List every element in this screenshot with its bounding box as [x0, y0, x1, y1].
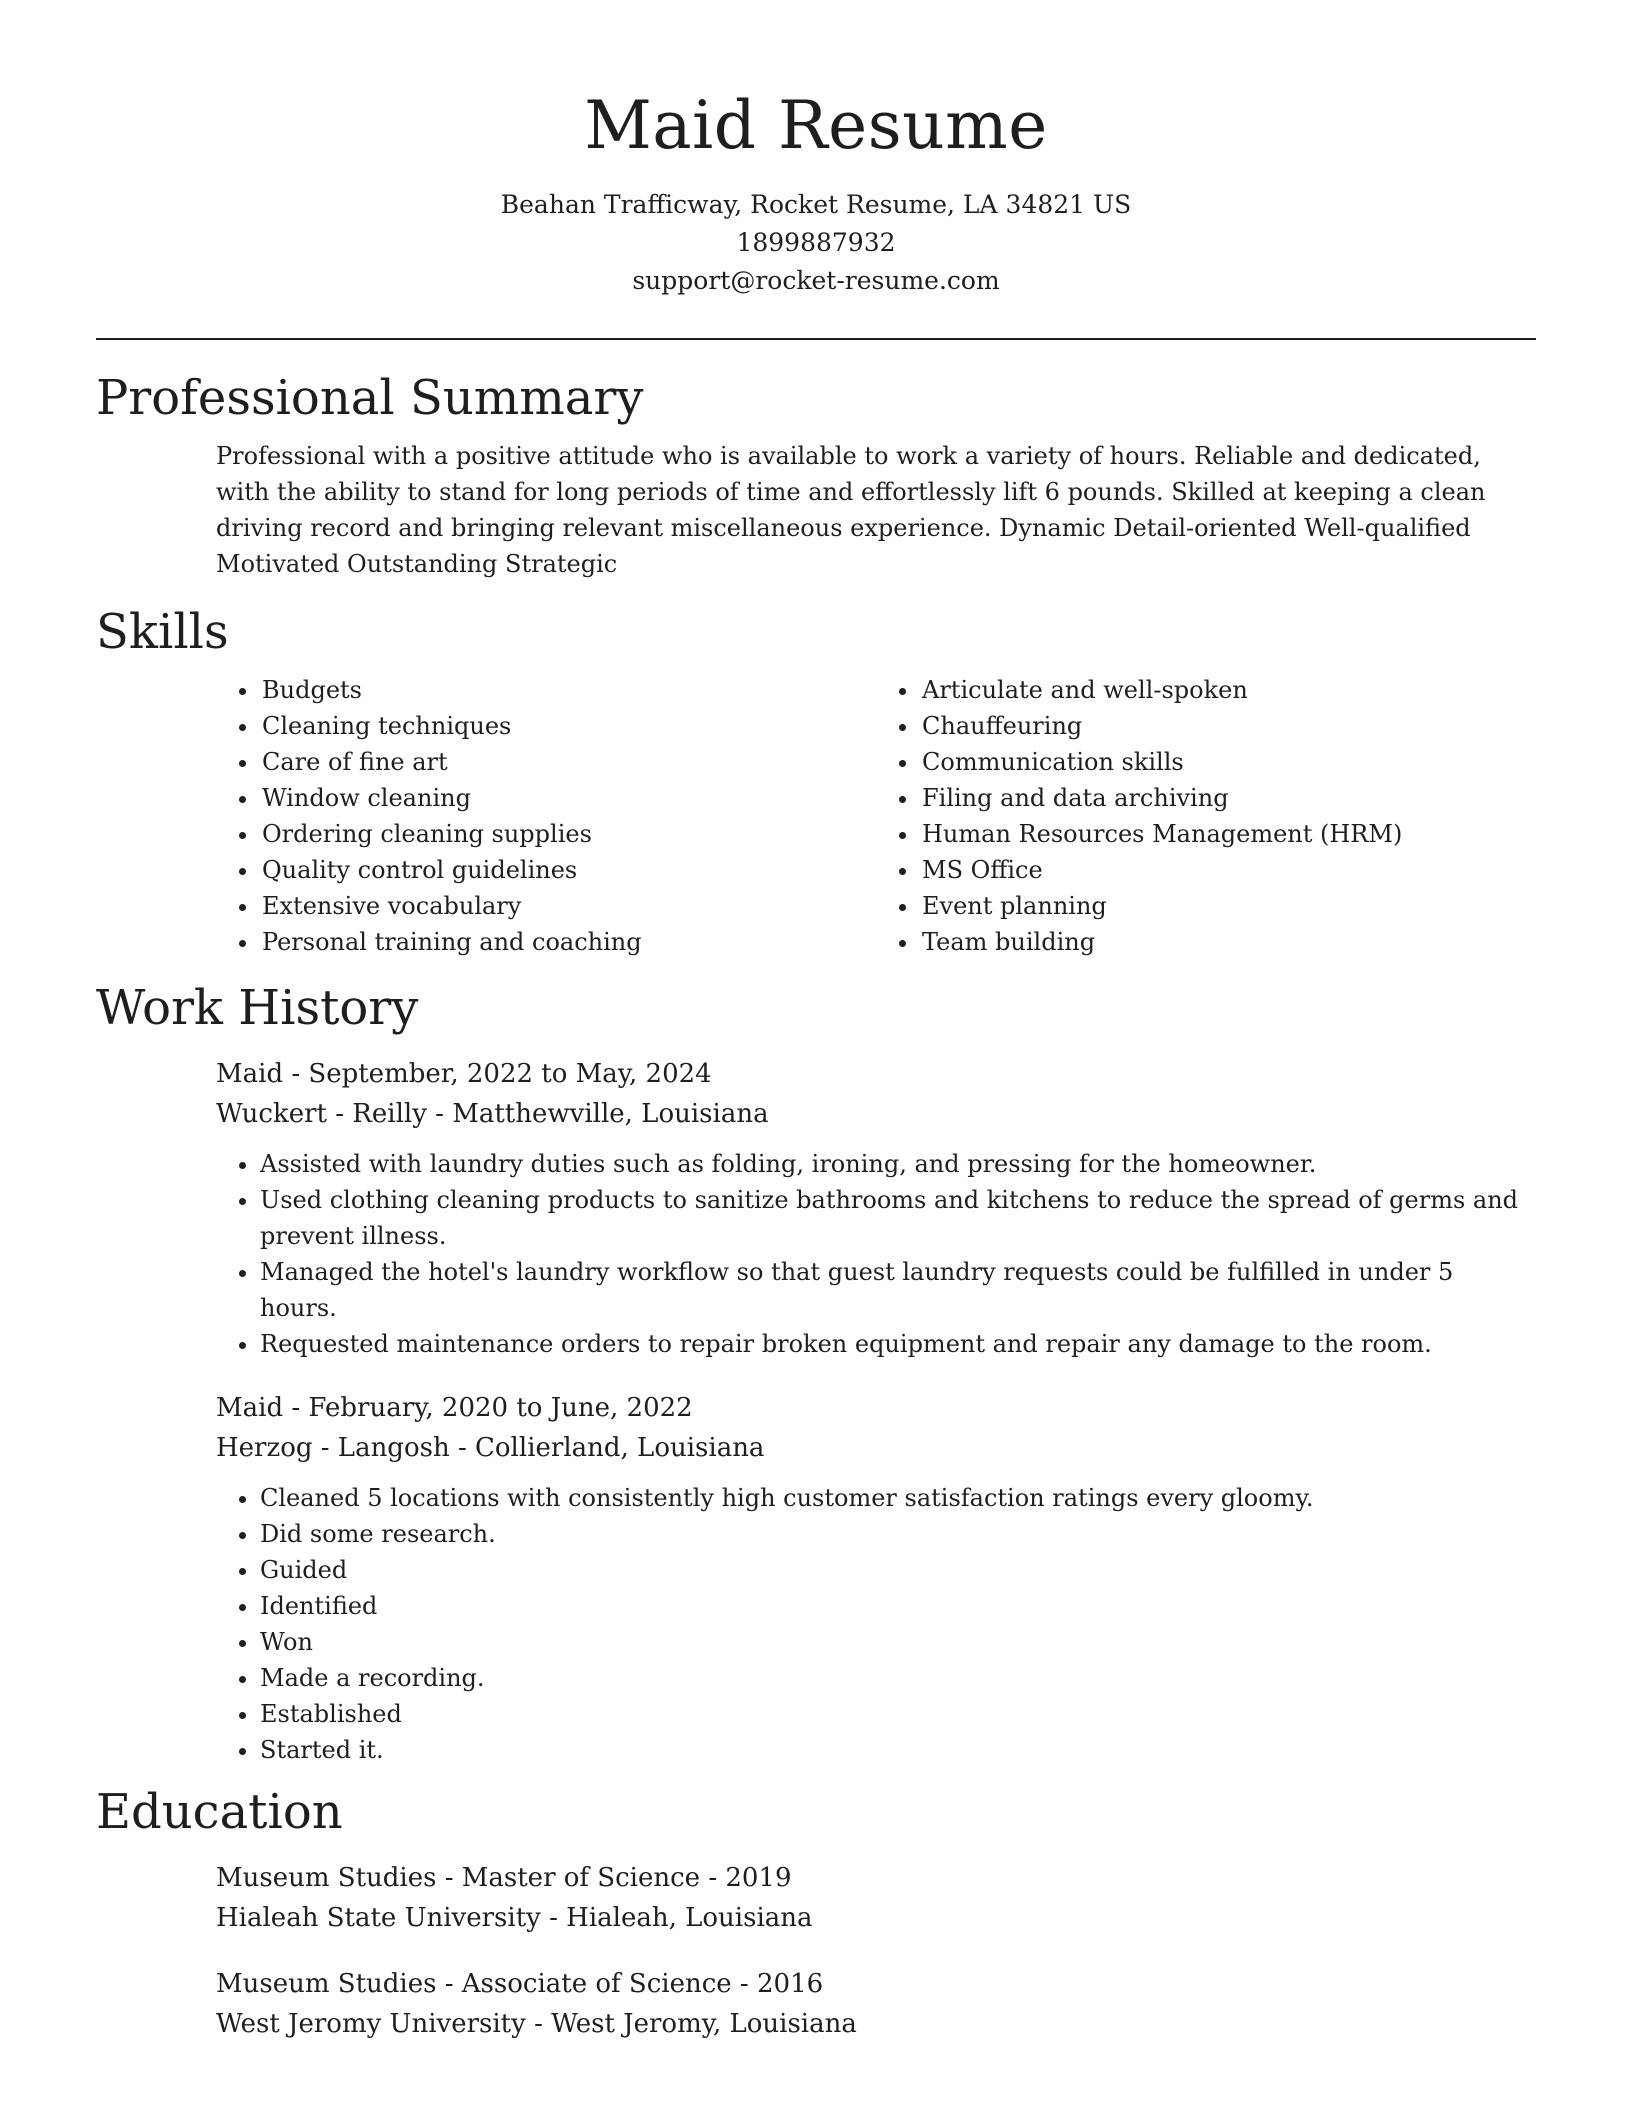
duty-item: • Started it.: [260, 1732, 1536, 1768]
skill-item: • Cleaning techniques: [260, 708, 876, 744]
skills-list-left: [216, 672, 876, 960]
skill-item: • MS Office: [920, 852, 1536, 888]
job-entry: [216, 1388, 1536, 1768]
skill-item: • Care of fine art: [260, 744, 876, 780]
resume-header: [96, 0, 1536, 300]
summary-text: Professional with a positive attitude who is available to work a variety of hours. Reliable and dedicated, with the ability to stand for long periods of time and effortlessly lift 6 pounds. Skilled at keeping a clean driving record and bringing relevant miscellaneous experience. Dynamic Detail-oriented Well-qualified Motivated Outstanding Strategic: [216, 442, 1486, 578]
job-entry: [216, 1054, 1536, 1362]
skills-section: [96, 602, 1536, 960]
skills-list-right: [876, 672, 1536, 960]
duty-item: • Did some research.: [260, 1516, 1536, 1552]
duty-item: • Established: [260, 1696, 1536, 1732]
skill-item: • Team building: [920, 924, 1536, 960]
skill-item: • Articulate and well-spoken: [920, 672, 1536, 708]
skill-item: • Chauffeuring: [920, 708, 1536, 744]
job-title-dates: Maid - September, 2022 to May, 2024: [216, 1059, 712, 1089]
education-degree: Museum Studies - Associate of Science - 2016: [216, 1969, 824, 1999]
section-title-education: Education: [96, 1784, 343, 1840]
resume-title: Maid Resume: [584, 87, 1048, 164]
duty-item: • Identified: [260, 1588, 1536, 1624]
education-school: Hialeah State University - Hialeah, Louisiana: [216, 1903, 813, 1933]
education-entry: [216, 1964, 1536, 2044]
duty-item: • Made a recording.: [260, 1660, 1536, 1696]
skill-item: • Event planning: [920, 888, 1536, 924]
skill-item: • Quality control guidelines: [260, 852, 876, 888]
skill-item: • Ordering cleaning supplies: [260, 816, 876, 852]
duty-item: • Won: [260, 1624, 1536, 1660]
skill-item: • Personal training and coaching: [260, 924, 876, 960]
duty-item: • Cleaned 5 locations with consistently high customer satisfaction ratings every gloomy.: [260, 1480, 1536, 1516]
duty-item: • Assisted with laundry duties such as folding, ironing, and pressing for the homeowner.: [260, 1146, 1536, 1182]
duty-item: • Requested maintenance orders to repair broken equipment and repair any damage to the room.: [260, 1326, 1536, 1362]
contact-address: Beahan Trafficway, Rocket Resume, LA 34821 US: [500, 190, 1132, 219]
education-entry: [216, 1858, 1536, 1938]
skill-item: • Human Resources Management (HRM): [920, 816, 1536, 852]
duty-item: • Guided: [260, 1552, 1536, 1588]
skill-item: • Extensive vocabulary: [260, 888, 876, 924]
education-section: [96, 1782, 1536, 2044]
skill-item: • Window cleaning: [260, 780, 876, 816]
skill-item: • Budgets: [260, 672, 876, 708]
section-title-work-history: Work History: [96, 980, 419, 1036]
education-school: West Jeromy University - West Jeromy, Louisiana: [216, 2009, 857, 2039]
education-degree: Museum Studies - Master of Science - 2019: [216, 1863, 792, 1893]
section-title-skills: Skills: [96, 604, 229, 660]
job-duties: [216, 1480, 1536, 1768]
duty-item: • Managed the hotel's laundry workflow so that guest laundry requests could be fulfilled in under 5 hours.: [260, 1254, 1536, 1326]
job-employer: Herzog - Langosh - Collierland, Louisiana: [216, 1433, 765, 1463]
skills-grid: [216, 662, 1536, 960]
skill-item: • Filing and data archiving: [920, 780, 1536, 816]
job-duties: [216, 1146, 1536, 1362]
duty-item: • Used clothing cleaning products to sanitize bathrooms and kitchens to reduce the spread of germs and prevent illness.: [260, 1182, 1536, 1254]
work-history-section: [96, 978, 1536, 1768]
contact-phone: 1899887932: [736, 228, 896, 257]
section-title-summary: Professional Summary: [96, 370, 644, 426]
header-divider: [96, 338, 1536, 340]
job-title-dates: Maid - February, 2020 to June, 2022: [216, 1393, 693, 1423]
job-employer: Wuckert - Reilly - Matthewville, Louisiana: [216, 1099, 769, 1129]
skill-item: • Communication skills: [920, 744, 1536, 780]
contact-email: support@rocket-resume.com: [632, 266, 1000, 295]
professional-summary-section: [96, 368, 1536, 582]
